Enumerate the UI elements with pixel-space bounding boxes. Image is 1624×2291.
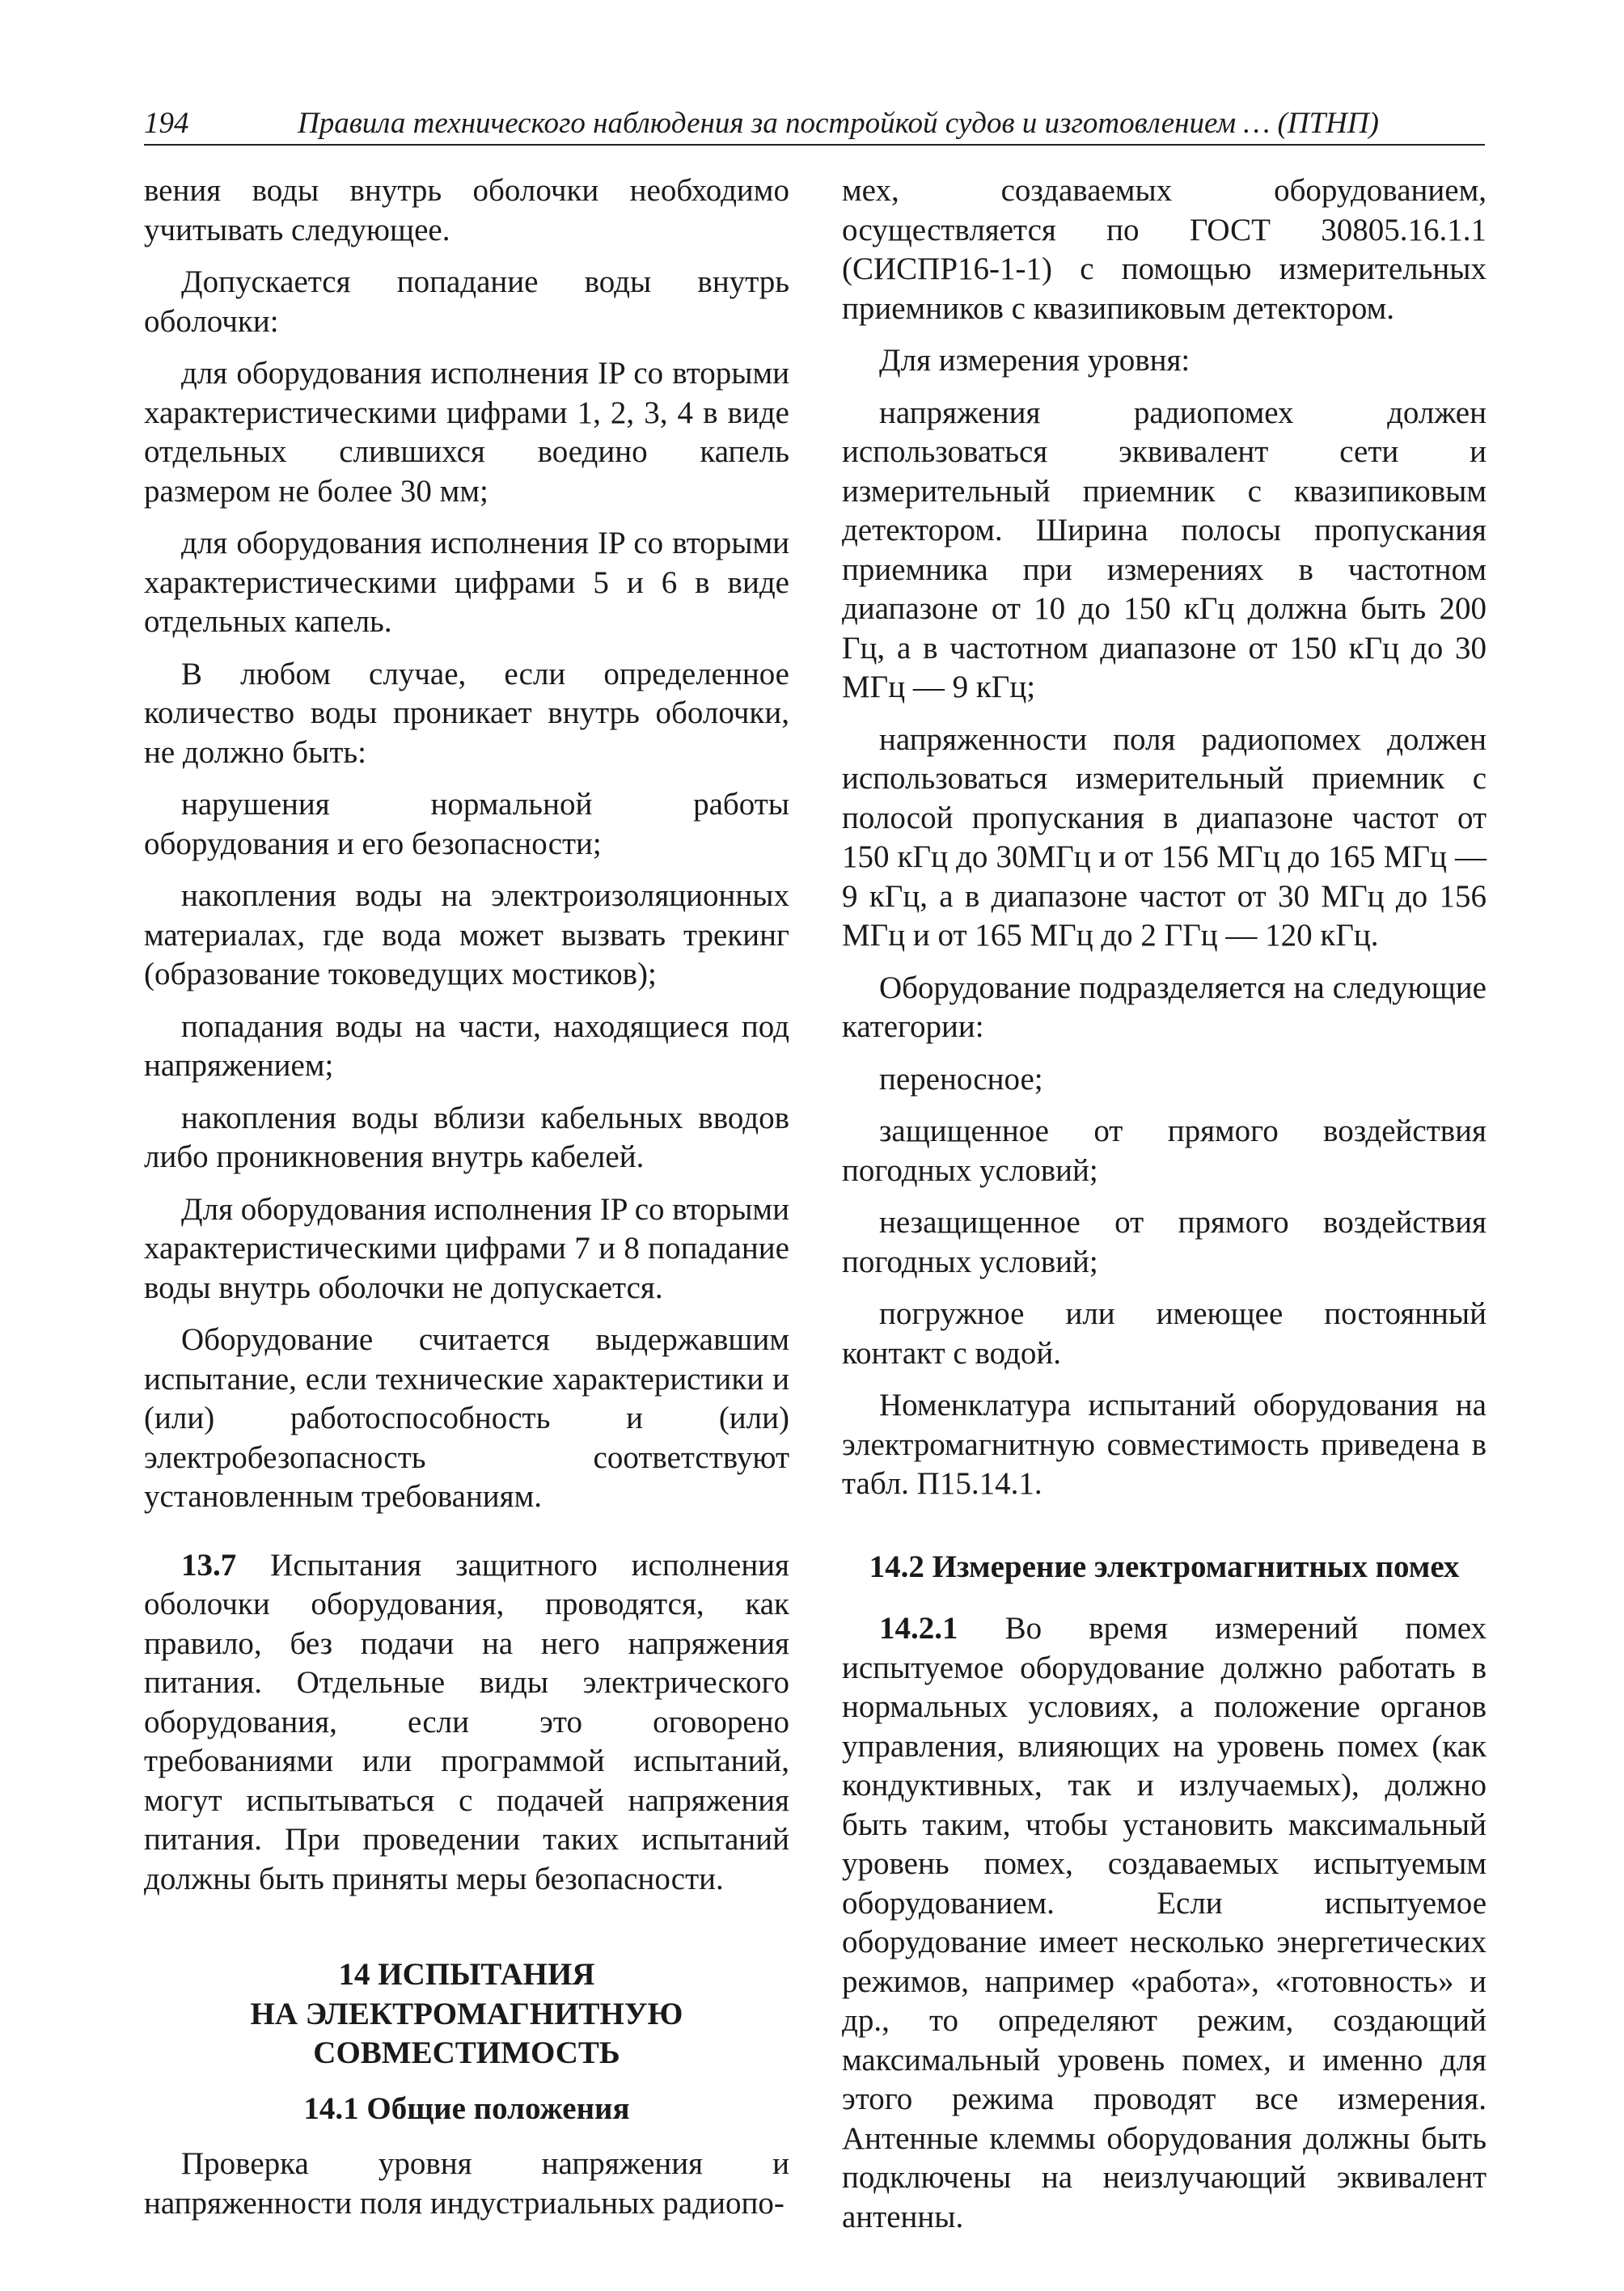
paragraph: В любом случае, если определенное количество воды проникает внутрь оболочки, не должно быть: [144,656,789,770]
list-item: накопления воды вблизи кабельных вводов либо проникновения внутрь кабелей. [144,1100,789,1174]
paragraph: вения воды внутрь оболочки необходимо учитывать следующее. [144,173,789,247]
list-item: напряжения радиопомех должен использоваться эквивалент сети и измерительный приемник с квазипиковым детектором. Ширина полосы пропускания приемника при измерениях в частотном диапазоне от 10 до 150 кГц должна быть 200 Гц, а в частотном диапазоне от 150 кГц до 30 МГц — 9 кГц; [842,395,1487,704]
list-item: накопления воды на электроизоляционных материалах, где вода может вызвать трекинг (образование токоведущих мостиков); [144,878,789,991]
section-heading-14 [144,1955,789,2073]
list-item: для оборудования исполнения IP со вторыми характеристическими цифрами 1, 2, 3, 4 в виде отдельных слившихся воедино капель размером не более 30 мм; [144,356,789,509]
list-item: попадания воды на части, находящиеся под напряжением; [144,1008,789,1083]
list-item: незащищенное от прямого воздействия погодных условий; [842,1205,1487,1279]
running-title: Правила технического наблюдения за постройкой судов и изготовлением … (ПТНП) [298,107,1379,140]
subsection-heading-14-1: 14.1 Общие положения [303,2090,630,2126]
list-item: напряженности поля радиопомех должен использоваться измерительный приемник с полосой пропускания в диапазоне частот от 150 кГц до 30МГц и от 156 МГц до 165 МГц — 9 кГц, а в диапазоне частот от 30 МГц до 156 МГц и от 165 МГц до 2 ГГц — 120 кГц. [842,721,1487,953]
clause-13-7 [144,1546,789,1900]
clause-number: 13.7 [181,1547,237,1583]
left-column [144,171,789,2223]
list-item: переносное; [879,1061,1043,1097]
paragraph: Оборудование считается выдержавшим испытание, если технические характеристики и (или) работоспособность и (или) электробезопасность соответствуют установленным требованиям. [144,1322,789,1514]
right-column [842,171,1487,2237]
page-header [144,104,1485,146]
list-item: нарушения нормальной работы оборудования и его безопасности; [144,787,789,861]
subsection-heading-14-2: 14.2 Измерение электромагнитных помех [869,1549,1460,1584]
list-item: защищенное от прямого воздействия погодных условий; [842,1114,1487,1188]
clause-text: Во время измерений помех испытуемое оборудование должно работать в нормальных условиях, а положение органов управления, влияющих на уровень помех (как кондуктивных, так и излучаемых), должно быть таким, чтобы установить максимальный уровень помех, создаваемых испытуемым оборудованием. Если испытуемое оборудование имеет несколько энергетических режимов, например «работа», «готовность» и др., то определяют режим, создающий максимальный уровень помех, и именно для этого режима проводят все измерения. Антенные клеммы оборудования должны быть подключены на неизлучающий эквивалент антенны. [842,1611,1487,2234]
list-item: для оборудования исполнения IP со вторыми характеристическими цифрами 5 и 6 в виде отдельных капель. [144,526,789,639]
paragraph: Допускается попадание воды внутрь оболочки: [144,264,789,339]
section-heading-line: НА ЭЛЕКТРОМАГНИТНУЮ [250,1996,683,2031]
clause-number: 14.2.1 [879,1611,958,1646]
page-number: 194 [144,107,189,140]
paragraph: Оборудование подразделяется на следующие категории: [842,970,1487,1044]
section-heading-line: СОВМЕСТИМОСТЬ [313,2035,620,2070]
clause-text: Испытания защитного исполнения оболочки оборудования, проводятся, как правило, без подачи на него напряжения питания. Отдельные виды электрического оборудования, если это оговорено требованиями или программой испытаний, могут испытываться с подачей напряжения питания. При проведении таких испытаний должны быть приняты меры безопасности. [144,1547,789,1896]
paragraph: Для оборудования исполнения IP со вторыми характеристическими цифрами 7 и 8 попадание воды внутрь оболочки не допускается. [144,1191,789,1305]
clause-14-2-1 [842,1609,1487,2237]
paragraph: Проверка уровня напряжения и напряженности поля индустриальных радиопо- [144,2146,789,2221]
section-heading-line: 14 ИСПЫТАНИЯ [338,1957,595,1992]
paragraph: мех, создаваемых оборудованием, осуществляется по ГОСТ 30805.16.1.1 (СИСПР16-1-1) с помощью измерительных приемников с квазипиковым детектором. [842,173,1487,326]
paragraph: Номенклатура испытаний оборудования на электромагнитную совместимость приведена в табл. П15.14.1. [842,1388,1487,1501]
list-item: погружное или имеющее постоянный контакт с водой. [842,1296,1487,1371]
paragraph: Для измерения уровня: [879,343,1191,378]
